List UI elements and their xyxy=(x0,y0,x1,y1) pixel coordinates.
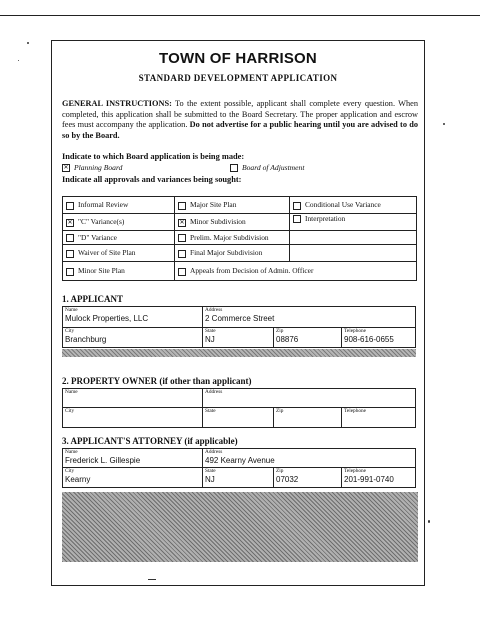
instructions-warning: Do not advertise for a public hearing until you are advised to do so by the Board. xyxy=(62,120,418,140)
approval-interpretation[interactable]: Interpretation xyxy=(290,214,417,231)
checkbox-checked-icon[interactable]: ✕ xyxy=(67,219,73,226)
approval-appeals[interactable]: Appeals from Decision of Admin. Officer xyxy=(175,262,417,281)
checkbox-icon[interactable] xyxy=(230,164,238,172)
approval-final-major[interactable]: Final Major Subdivision xyxy=(175,245,290,262)
scan-speck xyxy=(443,123,445,125)
attorney-telephone: 201-991-0740 xyxy=(344,475,394,484)
attorney-state: NJ xyxy=(205,475,215,484)
applicant-telephone: 908-616-0655 xyxy=(344,335,394,344)
approval-c-variance[interactable]: ✕ "C" Variance(s) xyxy=(63,214,175,231)
checkbox-icon[interactable] xyxy=(66,202,74,210)
applicant-city: Branchburg xyxy=(65,335,107,344)
approval-empty-cell xyxy=(290,231,417,245)
attorney-state-field[interactable]: State NJ xyxy=(203,468,274,488)
approval-minor-site-plan[interactable]: Minor Site Plan xyxy=(63,262,175,281)
applicant-state: NJ xyxy=(205,335,215,344)
scan-speck xyxy=(428,520,430,523)
owner-telephone-field[interactable]: Telephone xyxy=(342,408,416,428)
attorney-name: Frederick L. Gillespie xyxy=(65,456,141,465)
attorney-zip-field[interactable]: Zip 07032 xyxy=(274,468,342,488)
applicant-note-band xyxy=(62,349,416,357)
attorney-telephone-field[interactable]: Telephone 201-991-0740 xyxy=(342,468,416,488)
scan-speck xyxy=(18,60,19,61)
applicant-name: Mulock Properties, LLC xyxy=(65,314,149,323)
owner-table xyxy=(62,388,416,428)
attorney-address: 492 Kearny Avenue xyxy=(205,456,275,465)
applicant-telephone-field[interactable]: Telephone 908-616-0655 xyxy=(342,328,416,348)
approval-minor-subdivision[interactable]: ✕ Minor Subdivision xyxy=(175,214,290,231)
approval-prelim-major[interactable]: Prelim. Major Subdivision xyxy=(175,231,290,245)
owner-address-field[interactable]: Address xyxy=(203,389,416,408)
board-option-adjustment[interactable]: Board of Adjustment xyxy=(230,163,304,172)
instructions-body: To the extent possible, applicant shall complete every question. When completed, this application shall be submitted to the Board Secretary. The proper application and escrow fees must accompany the application. xyxy=(62,99,418,129)
owner-zip-field[interactable]: Zip xyxy=(274,408,342,428)
approval-d-variance[interactable]: "D" Variance xyxy=(63,231,175,245)
checkbox-icon[interactable] xyxy=(293,215,301,223)
attorney-city-field[interactable]: City Kearny xyxy=(63,468,203,488)
owner-city-field[interactable]: City xyxy=(63,408,203,428)
checkbox-icon[interactable] xyxy=(66,250,74,258)
general-instructions xyxy=(62,99,418,141)
owner-heading: 2. PROPERTY OWNER (if other than applicant) xyxy=(62,376,252,386)
applicant-zip-field[interactable]: Zip 08876 xyxy=(274,328,342,348)
checkbox-icon[interactable] xyxy=(293,202,301,210)
approval-informal-review[interactable]: Informal Review xyxy=(63,197,175,214)
owner-state-field[interactable]: State xyxy=(203,408,274,428)
approval-empty-cell xyxy=(290,245,417,262)
applicant-city-field[interactable]: City Branchburg xyxy=(63,328,203,348)
checkbox-icon[interactable] xyxy=(178,250,186,258)
scan-speck xyxy=(27,42,29,44)
board-heading: Indicate to which Board application is being made: xyxy=(62,152,245,161)
approval-major-site-plan[interactable]: Major Site Plan xyxy=(175,197,290,214)
checkbox-checked-icon[interactable]: ✕ xyxy=(179,219,185,226)
approval-conditional-use[interactable]: Conditional Use Variance xyxy=(290,197,417,214)
checkbox-icon[interactable] xyxy=(178,268,186,276)
applicant-address-field[interactable]: Address 2 Commerce Street xyxy=(203,307,416,328)
attorney-address-field[interactable]: Address 492 Kearny Avenue xyxy=(203,449,416,468)
applicant-table xyxy=(62,306,416,348)
checkbox-icon[interactable] xyxy=(178,202,186,210)
approval-waiver-site-plan[interactable]: Waiver of Site Plan xyxy=(63,245,175,262)
checkbox-checked-icon[interactable]: ✕ xyxy=(63,165,69,172)
page-subtitle: STANDARD DEVELOPMENT APPLICATION xyxy=(138,73,338,83)
attorney-name-field[interactable]: Name Frederick L. Gillespie xyxy=(63,449,203,468)
owner-name-field[interactable]: Name xyxy=(63,389,203,408)
checkbox-icon[interactable] xyxy=(66,234,74,242)
attorney-zip: 07032 xyxy=(276,475,299,484)
approvals-heading: Indicate all approvals and variances being sought: xyxy=(62,175,242,184)
applicant-zip: 08876 xyxy=(276,335,299,344)
attorney-heading: 3. APPLICANT'S ATTORNEY (if applicable) xyxy=(62,436,238,446)
scan-edge-line xyxy=(0,15,480,16)
applicant-heading: 1. APPLICANT xyxy=(62,294,124,304)
attorney-city: Kearny xyxy=(65,475,91,484)
attorney-table xyxy=(62,448,416,488)
checkbox-icon[interactable] xyxy=(66,268,74,276)
checkbox-icon[interactable] xyxy=(178,234,186,242)
instructions-lead: GENERAL INSTRUCTIONS: xyxy=(62,99,172,108)
applicant-address: 2 Commerce Street xyxy=(205,314,275,323)
applicant-name-field[interactable]: Name Mulock Properties, LLC xyxy=(63,307,203,328)
board-option-planning[interactable]: ✕ Planning Board xyxy=(63,163,123,172)
applicant-state-field[interactable]: State NJ xyxy=(203,328,274,348)
scan-speck xyxy=(148,579,156,580)
approvals-table xyxy=(62,196,417,281)
page-title: TOWN OF HARRISON xyxy=(159,50,317,67)
redacted-scan-area xyxy=(62,492,418,562)
